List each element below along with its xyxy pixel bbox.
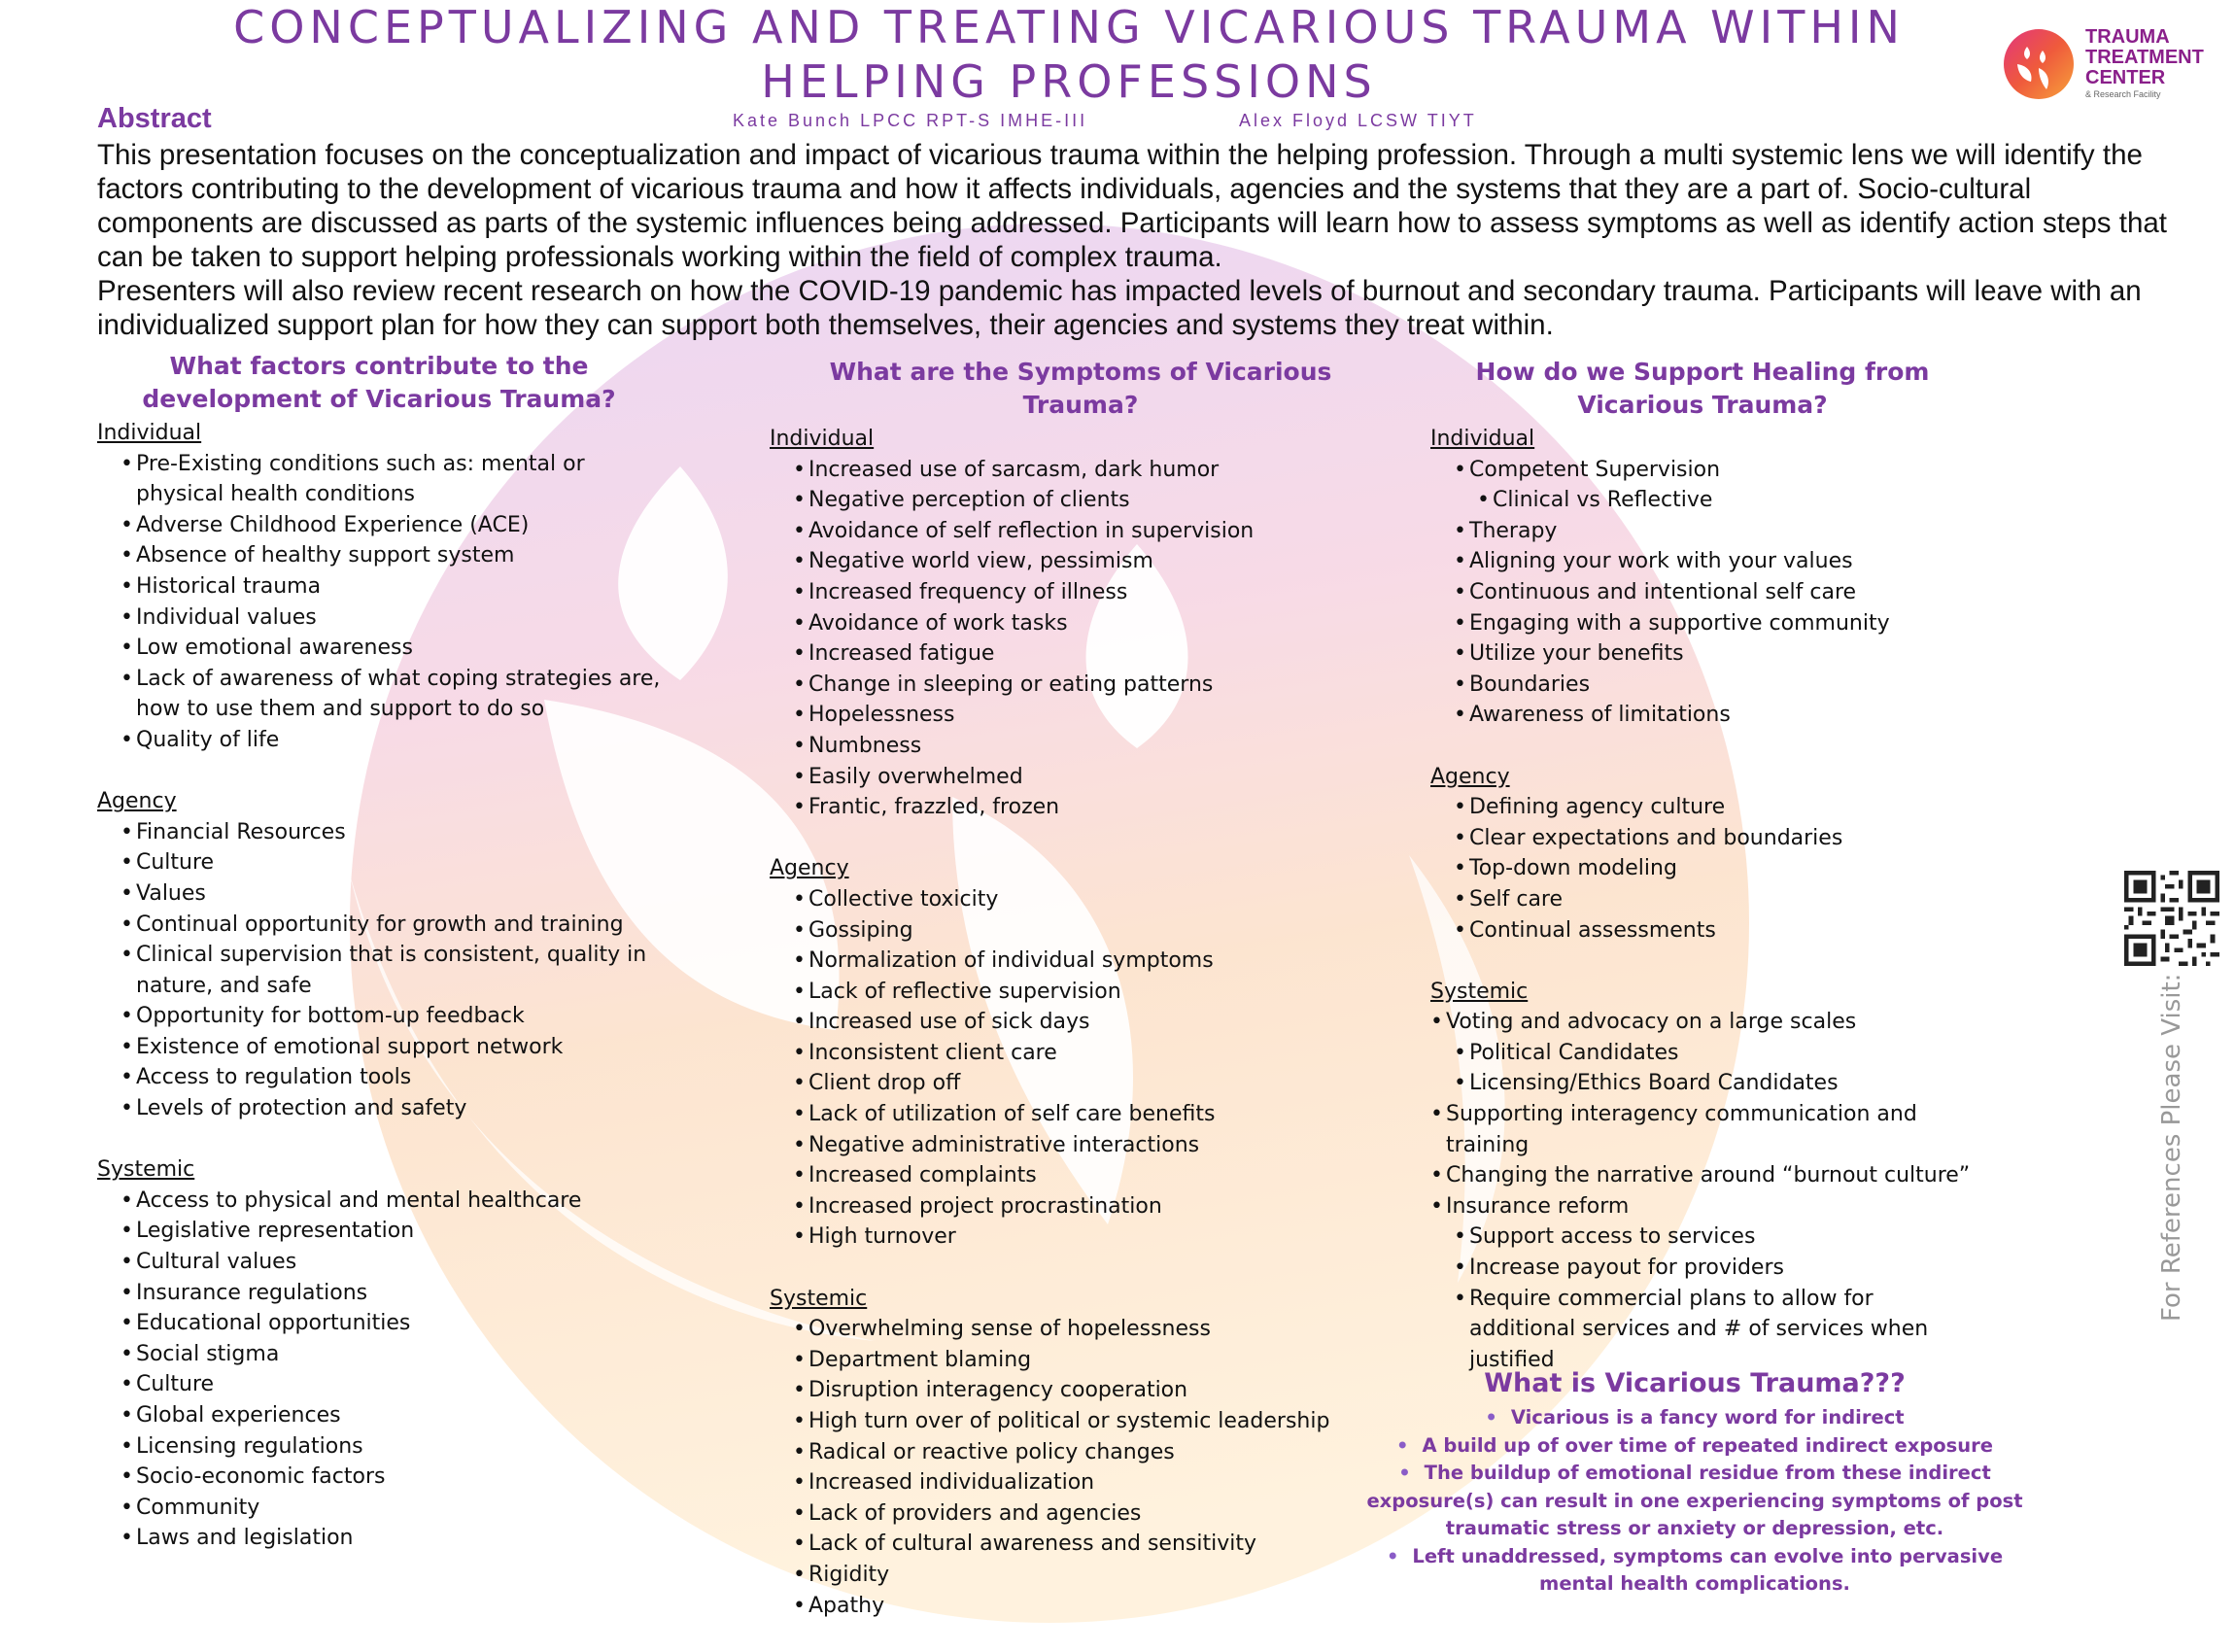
list-item: • Collective toxicity (770, 884, 1392, 915)
support-individual-list (1430, 455, 1975, 731)
list-item: • Increased frequency of illness (770, 577, 1392, 608)
logo-subtitle: & Research Facility (2085, 89, 2161, 99)
list-item: • Increased complaints (770, 1160, 1392, 1191)
author-1: Kate Bunch LPCC RPT-S IMHE-III (733, 111, 1088, 130)
list-item: • Increased individualization (770, 1467, 1392, 1498)
list-item: • Insurance regulations (97, 1278, 661, 1309)
author-2: Alex Floyd LCSW TIYT (1239, 111, 1477, 130)
list-item: • Absence of healthy support system (97, 540, 661, 571)
list-item: • Lack of providers and agencies (770, 1498, 1392, 1530)
list-item: • Legislative representation (97, 1216, 661, 1247)
logo-line-center: CENTER (2085, 67, 2166, 88)
list-item: • Cultural values (97, 1247, 661, 1278)
what-is-heading: What is Vicarious Trauma??? (1484, 1368, 1906, 1398)
list-item: • Individual values (97, 602, 661, 634)
list-item: • Access to physical and mental healthcare (97, 1186, 661, 1217)
list-item: • Increased use of sarcasm, dark humor (770, 455, 1392, 486)
list-item: • Top-down modeling (1430, 853, 1975, 884)
factors-individual-list (97, 449, 661, 756)
factors-systemic-list (97, 1186, 661, 1554)
list-item: • Rigidity (770, 1560, 1392, 1591)
list-item: • Social stigma (97, 1339, 661, 1370)
symptoms-individual-list (770, 455, 1392, 823)
support-systemic-label: Systemic (1430, 979, 1529, 1004)
list-item: • Support access to services (1430, 1222, 1975, 1253)
list-item: • Awareness of limitations (1430, 700, 1975, 731)
list-item: • Educational opportunities (97, 1308, 661, 1339)
list-item: • Numbness (770, 731, 1392, 762)
list-item: • Insurance reform (1430, 1191, 1975, 1222)
list-item: • Continuous and intentional self care (1430, 577, 1975, 608)
list-item: • Clinical vs Reflective (1430, 485, 1975, 516)
list-item: • Community (97, 1493, 661, 1524)
trauma-treatment-center-logo (2000, 25, 2223, 103)
list-item: • Lack of cultural awareness and sensitivity (770, 1529, 1392, 1560)
list-item: • Client drop off (770, 1068, 1392, 1099)
poster-title: CONCEPTUALIZING AND TREATING VICARIOUS TRAUMA WITHIN HELPING PROFESSIONS (233, 1, 1905, 108)
list-item: • Licensing/Ethics Board Candidates (1430, 1068, 1975, 1099)
list-item (1364, 1460, 2025, 1543)
list-item: • Historical trauma (97, 571, 661, 602)
list-item (1364, 1432, 2025, 1461)
factors-agency-label: Agency (97, 789, 177, 814)
list-item: • Laws and legislation (97, 1523, 661, 1554)
list-item: • Global experiences (97, 1400, 661, 1431)
list-item (1364, 1404, 2025, 1432)
what-is-item-text: The buildup of emotional residue from these indirect exposure(s) can result in one experiencing symptoms of post traumatic stress or anxiety or depression, etc. (1366, 1462, 2023, 1539)
what-is-item-text: Left unaddressed, symptoms can evolve into pervasive mental health complications. (1412, 1544, 2004, 1595)
list-item: • Continual opportunity for growth and training (97, 910, 661, 941)
what-is-item-text: A build up of over time of repeated indirect exposure (1422, 1433, 1994, 1457)
list-item: • Increased use of sick days (770, 1007, 1392, 1038)
abstract-paragraph-2: Presenters will also review recent research on how the COVID-19 pandemic has impacted levels of burnout and secondary trauma. Participants will leave with an individualized support plan for how they can support both themselves, their agencies and systems they treat within. (97, 275, 2142, 341)
logo-line-treatment: TREATMENT (2085, 47, 2204, 68)
list-item: • Financial Resources (97, 817, 661, 848)
list-item: • Apathy (770, 1591, 1392, 1622)
list-item: • Licensing regulations (97, 1431, 661, 1463)
support-systemic-list (1430, 1007, 1975, 1375)
factors-individual-label: Individual (97, 421, 202, 445)
list-item: • Utilize your benefits (1430, 638, 1975, 670)
list-item: • Levels of protection and safety (97, 1093, 661, 1124)
what-is-list (1364, 1404, 2025, 1599)
list-item: • Disruption interagency cooperation (770, 1375, 1392, 1406)
list-item: • Inconsistent client care (770, 1038, 1392, 1069)
what-is-item-text: Vicarious is a fancy word for indirect (1510, 1406, 1905, 1428)
symptoms-individual-label: Individual (770, 427, 875, 451)
bullet-icon: • (1398, 1462, 1411, 1484)
logo-line-trauma: TRAUMA (2085, 26, 2170, 48)
list-item: • Socio-economic factors (97, 1462, 661, 1493)
list-item: • Negative administrative interactions (770, 1130, 1392, 1161)
list-item: • Increase payout for providers (1430, 1253, 1975, 1284)
list-item: • Political Candidates (1430, 1038, 1975, 1069)
list-item: • High turnover (770, 1222, 1392, 1253)
what-is-section (1364, 1368, 2025, 1599)
abstract-body (97, 138, 2186, 342)
list-item: • Normalization of individual symptoms (770, 946, 1392, 977)
list-item: • Quality of life (97, 725, 661, 756)
list-item: • Overwhelming sense of hopelessness (770, 1314, 1392, 1345)
list-item: • Continual assessments (1430, 915, 1975, 946)
list-item: • Values (97, 878, 661, 910)
logo-text (2085, 27, 2204, 100)
list-item (1364, 1543, 2025, 1599)
list-item: • Radical or reactive policy changes (770, 1437, 1392, 1468)
support-individual-label: Individual (1430, 427, 1535, 451)
list-item: • Negative world view, pessimism (770, 546, 1392, 577)
symptoms-systemic-list (770, 1314, 1392, 1621)
symptoms-agency-list (770, 884, 1392, 1253)
list-item: • Adverse Childhood Experience (ACE) (97, 510, 661, 541)
list-item: • Negative perception of clients (770, 485, 1392, 516)
qr-code-icon[interactable] (2124, 871, 2219, 966)
list-item: • Increased project procrastination (770, 1191, 1392, 1222)
list-item: • Lack of awareness of what coping strategies are, how to use them and support to do so (97, 664, 661, 725)
list-item: • Hopelessness (770, 700, 1392, 731)
list-item: • Access to regulation tools (97, 1062, 661, 1093)
list-item: • Defining agency culture (1430, 792, 1975, 823)
list-item: • Require commercial plans to allow for additional services and # of services when justified (1430, 1284, 1975, 1376)
list-item: • Clear expectations and boundaries (1430, 823, 1975, 854)
bullet-icon: • (1386, 1544, 1399, 1567)
list-item: • Opportunity for bottom-up feedback (97, 1001, 661, 1032)
list-item: • Culture (97, 847, 661, 878)
list-item: • Change in sleeping or eating patterns (770, 670, 1392, 701)
factors-column (97, 350, 661, 1554)
bullet-icon: • (1485, 1406, 1497, 1428)
support-column (1430, 356, 1975, 1375)
symptoms-heading: What are the Symptoms of Vicarious Trauma? (829, 358, 1332, 419)
support-agency-list (1430, 792, 1975, 946)
list-item: • Increased fatigue (770, 638, 1392, 670)
list-item: • Culture (97, 1369, 661, 1400)
list-item: • Gossiping (770, 915, 1392, 946)
support-agency-label: Agency (1430, 764, 1510, 789)
list-item: • Self care (1430, 884, 1975, 915)
factors-systemic-label: Systemic (97, 1157, 195, 1183)
list-item: • Engaging with a supportive community (1430, 608, 1975, 639)
list-item: • Frantic, frazzled, frozen (770, 792, 1392, 823)
factors-agency-list (97, 817, 661, 1124)
list-item: • Therapy (1430, 516, 1975, 547)
list-item: • Supporting interagency communication and training (1430, 1099, 1975, 1160)
list-item: • Existence of emotional support network (97, 1032, 661, 1063)
list-item: • Voting and advocacy on a large scales (1430, 1007, 1975, 1038)
factors-heading: What factors contribute to the development of Vicarious Trauma? (142, 352, 616, 413)
symptoms-column (770, 356, 1392, 1621)
logo-mark-icon (2000, 25, 2078, 103)
list-item: • Department blaming (770, 1345, 1392, 1376)
list-item: • Competent Supervision (1430, 455, 1975, 486)
bullet-icon: • (1395, 1433, 1409, 1457)
list-item: • Pre-Existing conditions such as: mental or physical health conditions (97, 449, 661, 510)
list-item: • Lack of reflective supervision (770, 977, 1392, 1008)
references-label: For References Please Visit: (2157, 973, 2186, 1322)
symptoms-systemic-label: Systemic (770, 1286, 868, 1311)
symptoms-agency-label: Agency (770, 856, 849, 881)
abstract-heading: Abstract (97, 103, 212, 134)
list-item: • Boundaries (1430, 670, 1975, 701)
list-item: • Aligning your work with your values (1430, 546, 1975, 577)
list-item: • Clinical supervision that is consistent, quality in nature, and safe (97, 940, 661, 1001)
abstract-paragraph-1: This presentation focuses on the conceptualization and impact of vicarious trauma within the helping profession. Through a multi systemic lens we will identify the factors contributing to the development of vicarious trauma and how it affects individuals, agencies and the systems that they are a part of. Socio-cultural components are discussed as parts of the systemic influences being addressed. Participants will learn how to assess symptoms as well as identify action steps that can be taken to support helping professionals working within the field of complex trauma. (97, 139, 2167, 273)
list-item: • Easily overwhelmed (770, 762, 1392, 793)
list-item: • Low emotional awareness (97, 633, 661, 664)
list-item: • Changing the narrative around “burnout culture” (1430, 1160, 1975, 1191)
list-item: • Lack of utilization of self care benefits (770, 1099, 1392, 1130)
list-item: • Avoidance of work tasks (770, 608, 1392, 639)
list-item: • High turn over of political or systemic leadership (770, 1406, 1392, 1437)
support-heading: How do we Support Healing from Vicarious Trauma? (1475, 358, 1930, 419)
list-item: • Avoidance of self reflection in supervision (770, 516, 1392, 547)
